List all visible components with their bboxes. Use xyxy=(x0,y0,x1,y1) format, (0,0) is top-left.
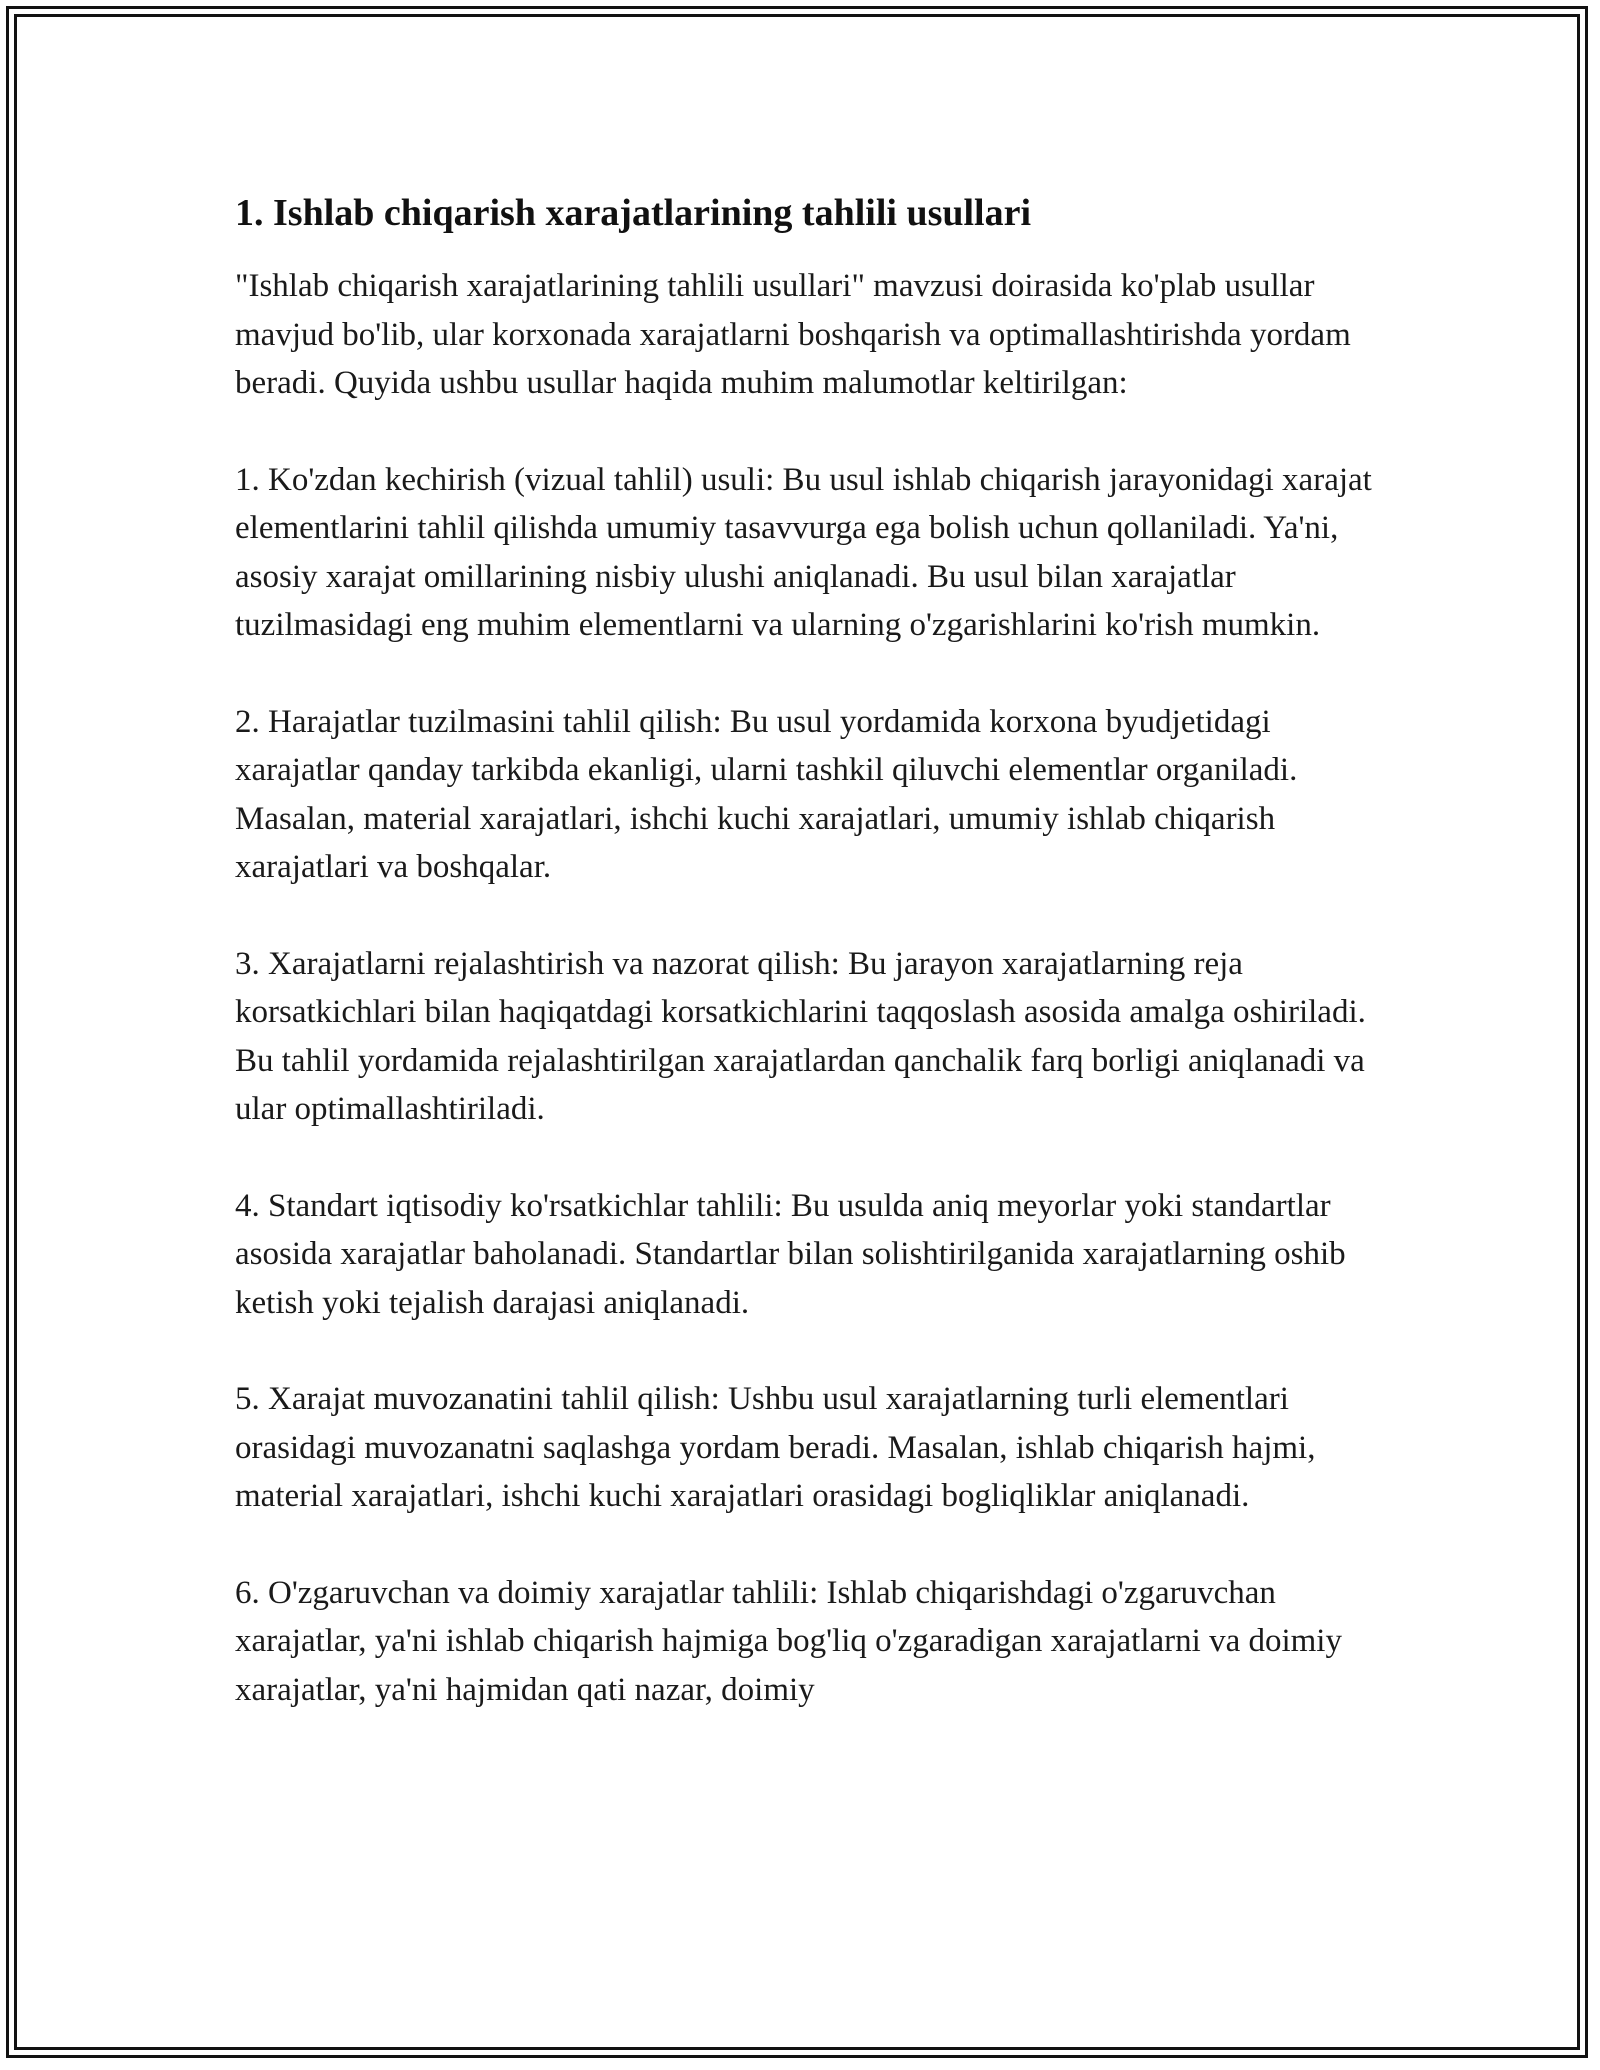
section-heading: 1. Ishlab chiqarish xarajatlarining tahlili usullari xyxy=(235,192,1032,234)
method-6-paragraph: 6. O'zgaruvchan va doimiy xarajatlar tahlili: Ishlab chiqarishdagi o'zgaruvchan xarajatlar, ya'ni ishlab chiqarish hajmiga bog'liq o'zgaradigan xarajatlarni va doimiy xarajatlar, ya'ni hajmidan qati nazar, doimiy xyxy=(235,1574,1342,1708)
method-2-paragraph: 2. Harajatlar tuzilmasini tahlil qilish: Bu usul yordamida korxona byudjetidagi xarajatlar qanday tarkibda ekanligi, ularni tashkil qiluvchi elementlar organiladi. Masalan, material xarajatlari, ishchi kuchi xarajatlari, umumiy ishlab chiqarish xarajatlari va boshqalar. xyxy=(235,703,1298,885)
intro-paragraph: "Ishlab chiqarish xarajatlarining tahlili usullari" mavzusi doirasida ko'plab usullar mavjud bo'lib, ular korxonada xarajatlarni boshqarish va optimallashtirishda yordam beradi. Quyida ushbu usullar haqida muhim malumotlar keltirilgan: xyxy=(235,268,1351,401)
method-4-paragraph: 4. Standart iqtisodiy ko'rsatkichlar tahlili: Bu usulda aniq meyorlar yoki standartlar asosida xarajatlar baholanadi. Standartlar bilan solishtirilganida xarajatlarning oshib ketish yoki tejalish darajasi aniqlanadi. xyxy=(235,1187,1346,1321)
method-5-paragraph: 5. Xarajat muvozanatini tahlil qilish: Ushbu usul xarajatlarning turli elementlari orasidagi muvozanatni saqlashga yordam beradi. Masalan, ishlab chiqarish hajmi, material xarajatlari, ishchi kuchi xarajatlari orasidagi bogliqliklar aniqlanadi. xyxy=(235,1381,1316,1514)
method-1-paragraph: 1. Ko'zdan kechirish (vizual tahlil) usuli: Bu usul ishlab chiqarish jarayonidagi xarajat elementlarini tahlil qilishda umumiy tasavvurga ega bolish uchun qollaniladi. Ya'ni, asosiy xarajat omillarining nisbiy ulushi aniqlanadi. Bu usul bilan xarajatlar tuzilmasidagi eng muhim elementlarni va ularning o'zgarishlarini ko'rish mumkin. xyxy=(235,461,1372,643)
document-body xyxy=(235,186,1380,1762)
method-3-paragraph: 3. Xarajatlarni rejalashtirish va nazorat qilish: Bu jarayon xarajatlarning reja korsatkichlari bilan haqiqatdagi korsatkichlarini taqqoslash asosida amalga oshiriladi. Bu tahlil yordamida rejalashtirilgan xarajatlardan qanchalik farq borligi aniqlanadi va ular optimallashtiriladi. xyxy=(235,945,1366,1127)
